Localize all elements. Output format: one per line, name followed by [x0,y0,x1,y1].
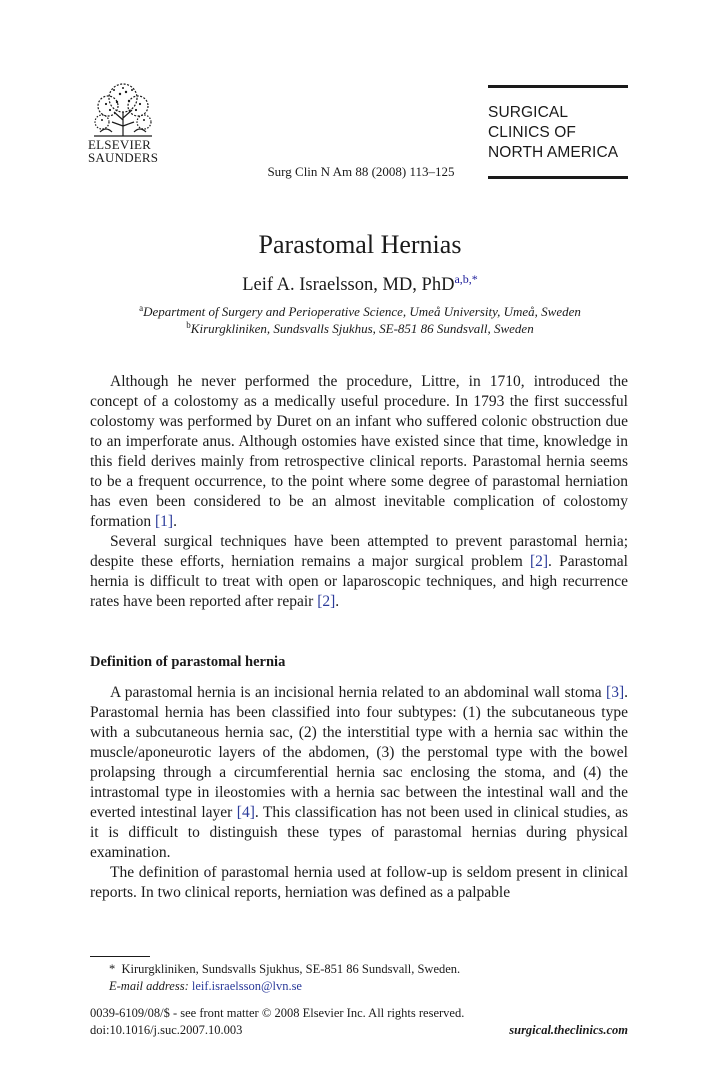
email-label: E-mail address: [109,979,189,993]
citation-link[interactable]: [1] [155,513,174,530]
publisher-logo [88,82,160,172]
masthead-top-rule [488,85,628,88]
author-name: Leif A. Israelsson, MD, PhD [242,275,455,295]
publisher-name-line1: ELSEVIER [88,137,151,152]
copyright-line: 0039-6109/08/$ - see front matter © 2008 Elsevier Inc. All rights reserved. [90,1006,465,1020]
journal-masthead [488,85,628,181]
footnote-address-text: Kirurgkliniken, Sundsvalls Sjukhus, SE-851 86 Sundsvall, Sweden. [121,962,461,976]
intro-section [90,372,628,612]
doi-line[interactable]: doi:10.1016/j.suc.2007.10.003 [90,1023,243,1037]
citation-link[interactable]: [2] [529,553,549,570]
author-line [0,268,720,296]
footnote-rule [90,956,150,957]
journal-name-line3: NORTH AMERICA [488,144,619,161]
author-affiliation-marks[interactable]: a,b,* [454,272,478,286]
footnote-email [109,978,302,995]
affiliation-text: Department of Surgery and Perioperative Science, Umeå University, Umeå, Sweden [143,304,581,319]
elsevier-tree-icon [90,82,156,138]
citation-link[interactable]: [2] [317,593,336,610]
email-link[interactable]: leif.israelsson@lvn.se [191,979,302,993]
intro-paragraph-2: Several surgical techniques have been attempted to prevent parastomal hernia; despite these efforts, herniation remains a major surgical problem [2]. Parastomal hernia is difficult to treat with open or laparoscopic techniques, and high recurrence rates have been reported after repair [2]. [90,533,628,610]
intro-paragraph-1: Although he never performed the procedure, Littre, in 1710, introduced the concept of a colostomy as a medically useful procedure. In 1793 the first successful colostomy was performed by Duret on an infant who suffered colonic obstruction due to an imperforate anus. Although ostomies have existed since that time, knowledge in this field derives mainly from retrospective clinical reports. Parastomal hernia seems to be a frequent occurrence, to the point where some degree of parastomal herniation has even been considered to be an almost inevitable complication of colostomy formation [1]. [90,373,628,530]
affiliation-b [0,317,720,337]
footnote-mark: * [109,962,116,976]
journal-citation: Surg Clin N Am 88 (2008) 113–125 [267,164,455,179]
affiliation-text: Kirurgkliniken, Sundsvalls Sjukhus, SE-851 86 Sundsvall, Sweden [190,321,534,336]
article-title: Parastomal Hernias [258,230,462,259]
journal-name-line1: SURGICAL [488,104,569,121]
definition-paragraph-2: The definition of parastomal hernia used at follow-up is seldom present in clinical reports. In two clinical reports, herniation was defined as a palpable [90,864,628,901]
affiliation-mark: a [139,303,144,313]
masthead-bottom-rule [488,176,628,179]
footnote-address [109,961,460,978]
affiliation-mark: b [186,320,191,330]
section-heading: Definition of parastomal hernia [90,654,286,670]
journal-name-line2: CLINICS OF [488,124,576,141]
citation-link[interactable]: [4] [236,804,255,821]
citation-link[interactable]: [3] [606,684,625,701]
definition-section [90,683,628,903]
journal-site-link[interactable]: surgical.theclinics.com [509,1023,628,1037]
definition-paragraph-1: A parastomal hernia is an incisional hernia related to an abdominal wall stoma [3]. Parastomal hernia has been classified into four subtypes: (1) the subcutaneous type with a subcutaneous hernia sac, (2) the interstitial type with a hernia sac within the muscle/aponeurotic layers of the abdomen, (3) the perstomal type with the bowel prolapsing through a circumferential hernia sac enclosing the stoma, and (4) the intrastomal type in ileostomies with a hernia sac between the intestinal wall and the everted intestinal layer [4]. This classification has not been used in clinical studies, as it is difficult to distinguish these types of parastomal hernias during physical examination. [90,684,628,861]
publisher-name-line2: SAUNDERS [88,150,159,165]
